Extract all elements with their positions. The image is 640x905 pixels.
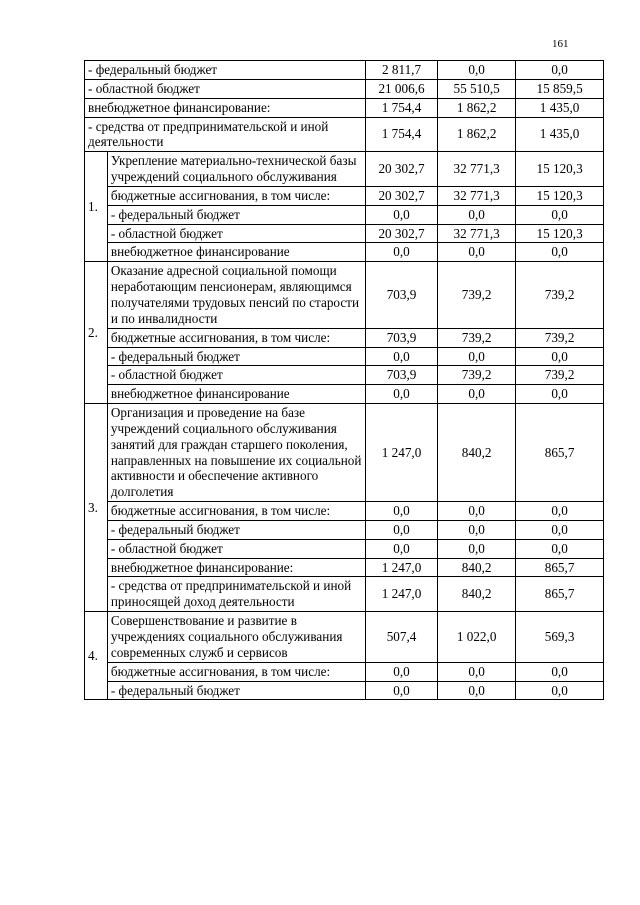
cell-value: 0,0 [516, 520, 604, 539]
cell-value: 739,2 [438, 262, 516, 328]
table-row [85, 366, 604, 385]
table-row [85, 79, 604, 98]
cell-value: 0,0 [516, 347, 604, 366]
cell-value: 15 859,5 [516, 79, 604, 98]
cell-value: 0,0 [365, 205, 437, 224]
row-label: - средства от предпринимательской и иной деятельности [85, 117, 366, 152]
cell-value: 1 754,4 [365, 117, 437, 152]
cell-value: 0,0 [438, 347, 516, 366]
cell-value: 0,0 [516, 681, 604, 700]
cell-value: 1 247,0 [365, 558, 437, 577]
row-label: - областной бюджет [107, 539, 365, 558]
section-title-row [85, 612, 604, 663]
cell-value: 0,0 [438, 205, 516, 224]
table-row [85, 117, 604, 152]
table-row [85, 385, 604, 404]
row-label: внебюджетное финансирование [107, 385, 365, 404]
cell-value: 569,3 [516, 612, 604, 663]
row-label: - федеральный бюджет [107, 520, 365, 539]
cell-value: 20 302,7 [365, 152, 437, 187]
cell-value: 0,0 [438, 662, 516, 681]
section-title-row [85, 262, 604, 328]
cell-value: 0,0 [516, 539, 604, 558]
table-row [85, 558, 604, 577]
budget-table [84, 60, 604, 700]
row-label: - средства от предпринимательской и иной приносящей доход деятельности [107, 577, 365, 612]
cell-value: 703,9 [365, 262, 437, 328]
cell-value: 0,0 [365, 662, 437, 681]
section-number: 1. [85, 152, 108, 262]
section-title: Совершенствование и развитие в учреждениях социального обслуживания современных служб и сервисов [107, 612, 365, 663]
row-label: - областной бюджет [85, 79, 366, 98]
section-number: 4. [85, 612, 108, 700]
row-label: - областной бюджет [107, 224, 365, 243]
cell-value: 865,7 [516, 404, 604, 502]
cell-value: 32 771,3 [438, 224, 516, 243]
cell-value: 32 771,3 [438, 186, 516, 205]
row-label: бюджетные ассигнования, в том числе: [107, 502, 365, 521]
cell-value: 840,2 [438, 558, 516, 577]
cell-value: 0,0 [438, 243, 516, 262]
row-label: - областной бюджет [107, 366, 365, 385]
row-label: - федеральный бюджет [107, 205, 365, 224]
cell-value: 0,0 [365, 243, 437, 262]
cell-value: 507,4 [365, 612, 437, 663]
cell-value: 1 247,0 [365, 404, 437, 502]
cell-value: 55 510,5 [438, 79, 516, 98]
cell-value: 0,0 [365, 681, 437, 700]
cell-value: 0,0 [365, 539, 437, 558]
section-title-row [85, 152, 604, 187]
cell-value: 2 811,7 [365, 61, 437, 80]
cell-value: 0,0 [516, 205, 604, 224]
row-label: - федеральный бюджет [107, 347, 365, 366]
cell-value: 0,0 [516, 385, 604, 404]
cell-value: 1 862,2 [438, 117, 516, 152]
section-title: Укрепление материально-технической базы учреждений социального обслуживания [107, 152, 365, 187]
cell-value: 739,2 [516, 262, 604, 328]
cell-value: 1 862,2 [438, 98, 516, 117]
row-label: внебюджетное финансирование: [85, 98, 366, 117]
cell-value: 840,2 [438, 404, 516, 502]
cell-value: 0,0 [365, 502, 437, 521]
cell-value: 1 247,0 [365, 577, 437, 612]
cell-value: 0,0 [365, 520, 437, 539]
cell-value: 865,7 [516, 558, 604, 577]
cell-value: 0,0 [438, 539, 516, 558]
cell-value: 15 120,3 [516, 224, 604, 243]
row-label: - федеральный бюджет [85, 61, 366, 80]
section-title: Организация и проведение на базе учреждений социального обслуживания занятий для граждан старшего поколения, направленных на повышение их социальной активности и обеспечение активного долголетия [107, 404, 365, 502]
section-number: 3. [85, 404, 108, 612]
section-number: 2. [85, 262, 108, 404]
table-row [85, 520, 604, 539]
cell-value: 0,0 [365, 385, 437, 404]
table-row [85, 61, 604, 80]
cell-value: 0,0 [438, 520, 516, 539]
cell-value: 739,2 [438, 366, 516, 385]
table-row [85, 224, 604, 243]
table-row [85, 681, 604, 700]
cell-value: 21 006,6 [365, 79, 437, 98]
cell-value: 703,9 [365, 328, 437, 347]
table-row [85, 243, 604, 262]
row-label: внебюджетное финансирование: [107, 558, 365, 577]
cell-value: 0,0 [438, 681, 516, 700]
row-label: внебюджетное финансирование [107, 243, 365, 262]
row-label: бюджетные ассигнования, в том числе: [107, 328, 365, 347]
row-label: бюджетные ассигнования, в том числе: [107, 662, 365, 681]
cell-value: 20 302,7 [365, 224, 437, 243]
cell-value: 0,0 [516, 61, 604, 80]
table-row [85, 539, 604, 558]
cell-value: 20 302,7 [365, 186, 437, 205]
cell-value: 0,0 [438, 385, 516, 404]
cell-value: 1 435,0 [516, 98, 604, 117]
table-row [85, 662, 604, 681]
page-number: 161 [552, 38, 569, 50]
table-row [85, 98, 604, 117]
table-row [85, 205, 604, 224]
cell-value: 0,0 [516, 502, 604, 521]
cell-value: 1 022,0 [438, 612, 516, 663]
cell-value: 15 120,3 [516, 152, 604, 187]
row-label: бюджетные ассигнования, в том числе: [107, 186, 365, 205]
table-row [85, 577, 604, 612]
cell-value: 0,0 [516, 243, 604, 262]
cell-value: 0,0 [438, 61, 516, 80]
cell-value: 739,2 [438, 328, 516, 347]
table-row [85, 347, 604, 366]
table-row [85, 502, 604, 521]
cell-value: 840,2 [438, 577, 516, 612]
cell-value: 15 120,3 [516, 186, 604, 205]
cell-value: 0,0 [516, 662, 604, 681]
cell-value: 32 771,3 [438, 152, 516, 187]
section-title-row [85, 404, 604, 502]
table-row [85, 186, 604, 205]
cell-value: 703,9 [365, 366, 437, 385]
cell-value: 739,2 [516, 366, 604, 385]
row-label: - федеральный бюджет [107, 681, 365, 700]
table-row [85, 328, 604, 347]
cell-value: 1 435,0 [516, 117, 604, 152]
section-title: Оказание адресной социальной помощи неработающим пенсионерам, являющимся получателями трудовых пенсий по старости и по инвалидности [107, 262, 365, 328]
cell-value: 0,0 [365, 347, 437, 366]
cell-value: 865,7 [516, 577, 604, 612]
cell-value: 1 754,4 [365, 98, 437, 117]
cell-value: 739,2 [516, 328, 604, 347]
cell-value: 0,0 [438, 502, 516, 521]
